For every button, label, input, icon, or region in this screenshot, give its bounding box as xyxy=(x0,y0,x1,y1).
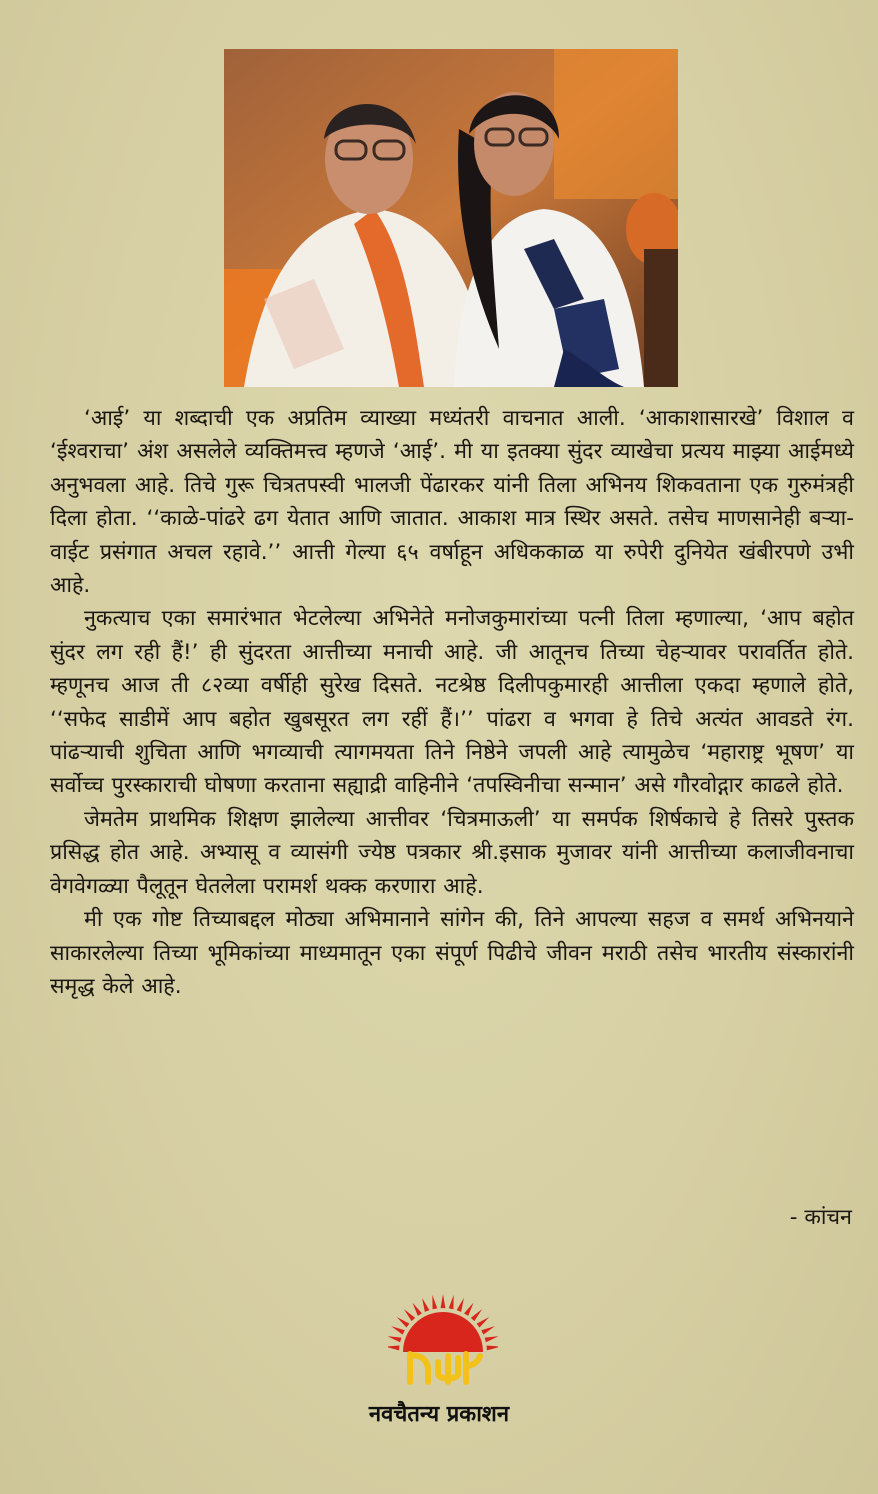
logo-ray xyxy=(422,1298,429,1312)
logo-ray xyxy=(441,1294,446,1308)
logo-ray xyxy=(464,1303,473,1316)
sunburst-logo-icon xyxy=(388,1270,498,1400)
logo-ray xyxy=(449,1295,454,1309)
blurb-paragraph-4: मी एक गोष्ट तिच्याबद्दल मोठ्या अभिमानाने सांगेन की, तिने आपल्या सहज व समर्थ अभिनयाने साकारलेल्या तिच्या भूमिकांच्या माध्यमातून एका संपूर्ण पिढीचे जीवन मराठी तसेच भारतीय संस्कारांनी समृद्ध केले आहे. xyxy=(50,907,854,999)
blurb-paragraph-3: जेमतेम प्राथमिक शिक्षण झालेल्या आत्तीवर ‘चित्रमाऊली’ या समर्पक शिर्षकाचे हे तिसरे पुस्तक प्रसिद्ध होत आहे. अभ्यासू व व्यासंगी ज्येष्ठ पत्रकार श्री.इसाक मुजावर यांनी आत्तीच्या कलाजीवनाचा वेगवेगळ्या पैलूतून घेतलेला परामर्श थक्क करणारा आहे. xyxy=(50,806,854,899)
logo-ray xyxy=(388,1336,401,1342)
logo-ray xyxy=(487,1346,498,1351)
logo-ray xyxy=(404,1309,415,1321)
blurb-paragraph-1: ‘आई’ या शब्दाची एक अप्रतिम व्याख्या मध्यंतरी वाचनात आली. ‘आकाशासारखे’ विशाल व ‘ईश्वराचा’ अंश असलेले व्यक्तिमत्त्व म्हणजे ‘आई’. मी या इतक्या सुंदर व्याखेचा प्रत्यय माझ्या आईमध्ये अनुभवला आहे. तिचे गुरू चित्रतपस्वी भालजी पेंढारकर यांनी तिला अभिनय शिकवताना एक गुरुमंत्रही दिला होता. ‘‘काळे-पांढरे ढग येतात आणि जातात. आकाश मात्र स्थिर असते. तसेच माणसानेही बऱ्या-वाईट प्रसंगात अचल रहावे.’’ आत्ती गेल्या ६५ वर्षाहून अधिककाळ या रुपेरी दुनियेत खंबीरपणे उभी आहे. xyxy=(50,406,854,599)
photo-two-women-icon xyxy=(224,49,678,387)
logo-ray xyxy=(397,1317,410,1327)
logo-ray xyxy=(432,1295,437,1309)
logo-ray xyxy=(481,1326,495,1334)
blurb-paragraph-2: नुकत्याच एका समारंभात भेटलेल्या अभिनेते मनोजकुमारांच्या पत्नी तिला म्हणाल्या, ‘आप बहोत सुंदर लग रही हैं!’ ही सुंदरता आत्तीच्या मनाची आहे. जी आतूनच तिच्या चेहऱ्यावर परावर्तित होते. म्हणूनच आज ती ८२व्या वर्षीही सुरेख दिसते. नटश्रेष्ठ दिलीपकुमारही आत्तीला एकदा म्हणाले होते, ‘‘सफेद साडीमें आप बहोत खुबसूरत लग रहीं हैं।’’ पांढरा व भगवा हे तिचे अत्यंत आवडते रंग. पांढऱ्याची शुचिता आणि भगव्याची त्यागमयता तिने निष्ठेने जपली आहे त्यामुळेच ‘महाराष्ट्र भूषण’ या सर्वोच्च पुरस्काराची घोषणा करताना सह्याद्री वाहिनीने ‘तपस्विनीचा सन्मान’ असे गौरवोद्गार काढले होते. xyxy=(50,606,854,799)
logo-ray xyxy=(485,1336,498,1342)
logo-ray xyxy=(477,1317,490,1327)
blurb-text xyxy=(50,402,854,1003)
logo-ray xyxy=(471,1309,482,1321)
logo-ray xyxy=(457,1298,464,1312)
signature: - कांचन xyxy=(789,1205,852,1230)
publisher-logo xyxy=(388,1270,498,1400)
publisher-name: नवचैतन्य प्रकाशन xyxy=(368,1402,510,1427)
logo-ray xyxy=(388,1346,399,1351)
logo-ray xyxy=(391,1326,405,1334)
logo-ray xyxy=(412,1303,421,1316)
author-photo xyxy=(224,49,678,387)
